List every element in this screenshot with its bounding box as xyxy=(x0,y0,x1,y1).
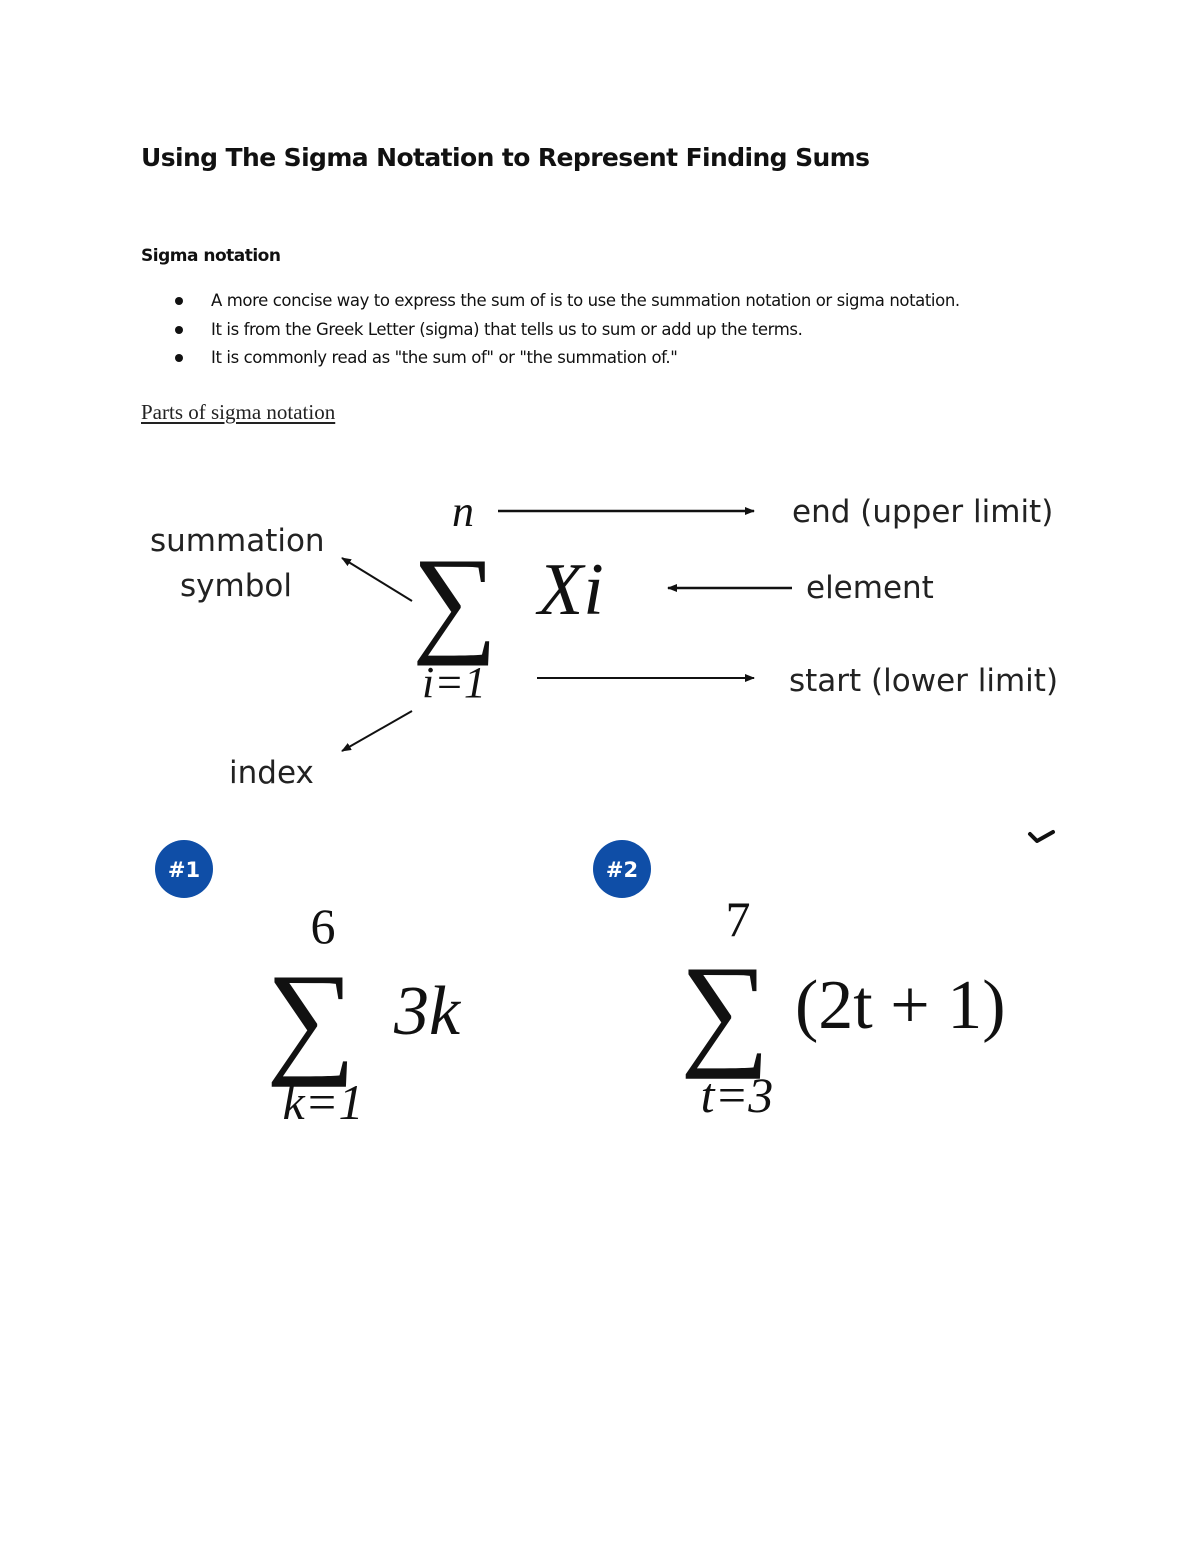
example-1-upper: 6 xyxy=(310,898,336,954)
bullet-text: It is commonly read as "the sum of" or "the summation of." xyxy=(211,348,678,367)
upper-limit: n xyxy=(452,487,474,536)
end-label: end (upper limit) xyxy=(792,494,1054,530)
example-2-lower: t=3 xyxy=(700,1067,774,1123)
check-icon xyxy=(1030,832,1053,841)
example-1-badge xyxy=(155,840,213,898)
example-2-upper: 7 xyxy=(725,891,751,947)
sigma-symbol: ∑ xyxy=(412,533,498,666)
example-2-badge-text: #2 xyxy=(605,858,639,882)
bullet-text: It is from the Greek Letter (sigma) that tells us to sum or add up the terms. xyxy=(211,319,803,339)
example-1-term: 3k xyxy=(394,973,461,1050)
page-title: Using The Sigma Notation to Represent Finding Sums xyxy=(141,143,870,172)
example-2-sigma: ∑ xyxy=(680,941,770,1080)
example-1-lower: k=1 xyxy=(282,1074,364,1130)
lower-limit: i=1 xyxy=(422,658,486,707)
element-label: element xyxy=(806,570,934,606)
start-label: start (lower limit) xyxy=(789,663,1059,699)
parts-heading: Parts of sigma notation xyxy=(141,400,336,424)
summation-label-line2: symbol xyxy=(180,568,292,604)
summation-arrow xyxy=(342,558,412,601)
section-heading: Sigma notation xyxy=(141,246,281,266)
example-2-term: (2t + 1) xyxy=(795,967,1006,1044)
example-1-sigma: ∑ xyxy=(266,949,356,1088)
summation-label-line1: summation xyxy=(150,523,325,559)
example-2-badge xyxy=(593,840,651,898)
index-label: index xyxy=(229,755,314,791)
bullet-text: A more concise way to express the sum of is to use the summation notation or sigma notation. xyxy=(211,291,960,310)
element-term: Xi xyxy=(538,549,604,631)
example-1-badge-text: #1 xyxy=(167,858,201,882)
index-arrow xyxy=(342,711,412,751)
